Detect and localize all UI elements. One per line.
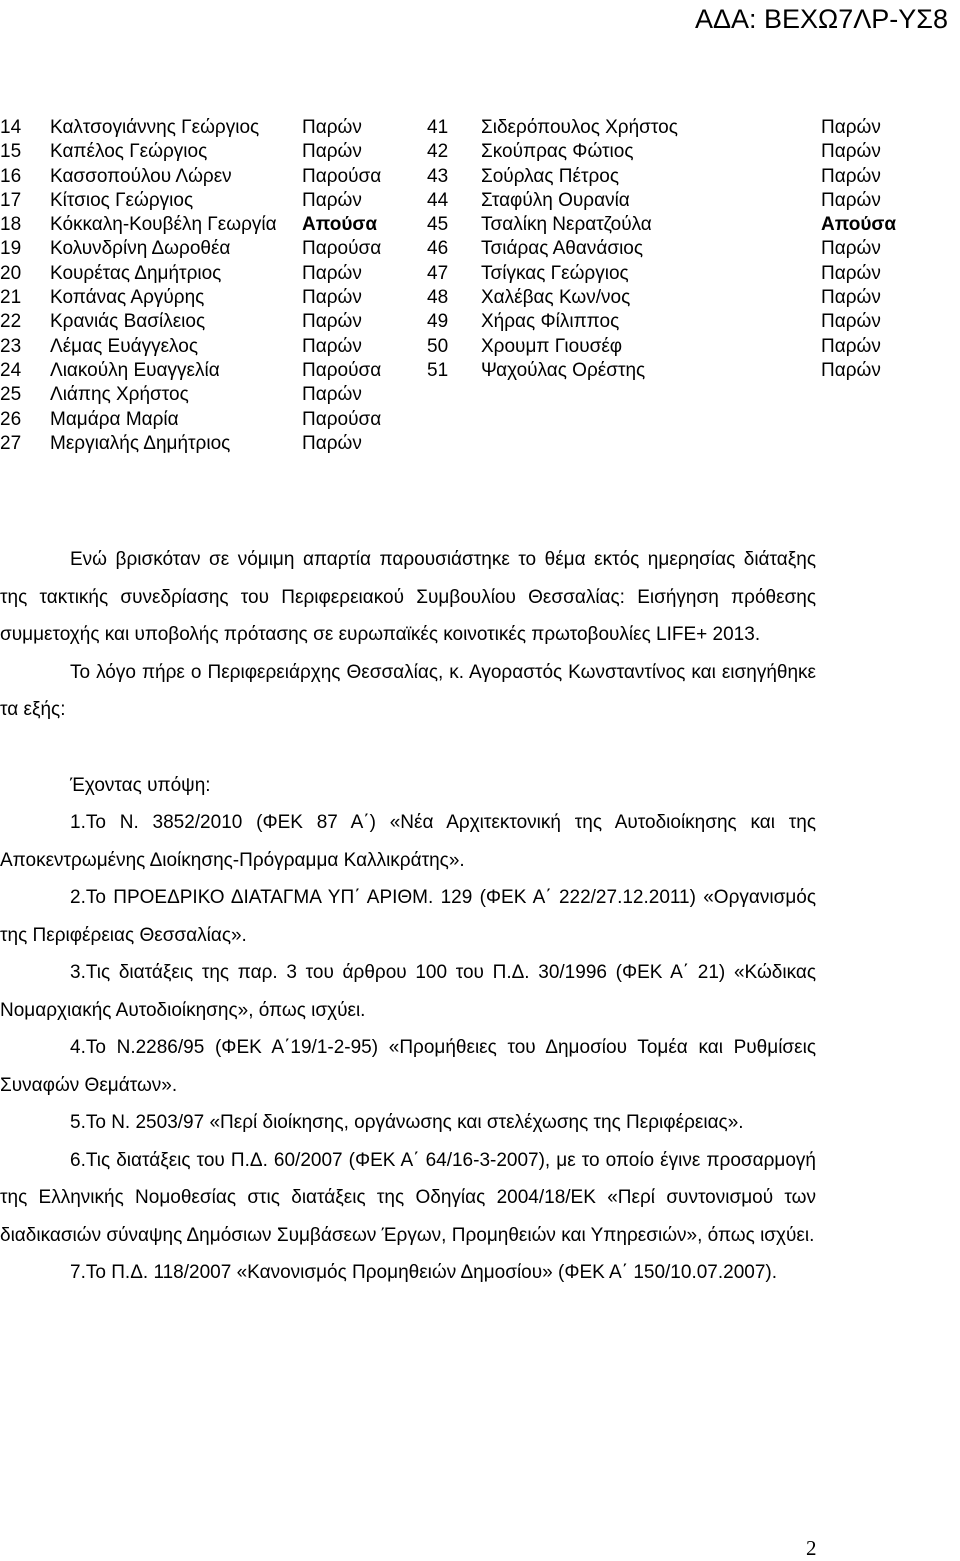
- member-name: Ψαχούλας Ορέστης: [481, 359, 646, 381]
- table-row: [0, 383, 958, 407]
- member-name: Τσαλίκη Νερατζούλα: [481, 214, 652, 236]
- member-name: Σκούπρας Φώτιος: [481, 141, 634, 163]
- member-name: Κολυνδρίνη Δωροθέα: [50, 238, 231, 260]
- attendance-status: Απούσα: [821, 214, 897, 236]
- member-number: 46: [427, 238, 449, 260]
- member-number: 51: [427, 359, 449, 381]
- speaker-paragraph: Το λόγο πήρε ο Περιφερειάρχης Θεσσαλίας, κ. Αγοραστός Κωνσταντίνος και εισηγήθηκε τα εξής:: [0, 661, 816, 720]
- attendance-status: Απούσα: [302, 214, 378, 236]
- attendance-status: Παρών: [821, 287, 881, 309]
- member-name: Κρανιάς Βασίλειος: [50, 311, 206, 333]
- intro-paragraph: Ενώ βρισκόταν σε νόμιμη απαρτία παρουσιάστηκε το θέμα εκτός ημερησίας διάταξης της τακτικής συνεδρίασης του Περιφερειακού Συμβουλίου Θεσσαλίας: Εισήγηση πρόθεσης συμμετοχής και υποβολής πρότασης σε ευρωπαϊκές κοινοτικές πρωτοβουλίες LIFE+ 2013.: [0, 549, 816, 645]
- attendance-status: Παρούσα: [302, 408, 382, 430]
- legal-item-1: 1.Το Ν. 3852/2010 (ΦΕΚ 87 Α΄) «Νέα Αρχιτεκτονική της Αυτοδιοίκησης και της Αποκεντρωμένης Διοίκησης-Πρόγραμμα Καλλικράτης».: [0, 812, 816, 871]
- member-number: 45: [427, 214, 449, 236]
- attendance-status: Παρών: [821, 117, 881, 138]
- member-number: 49: [427, 311, 449, 333]
- member-number: 43: [427, 165, 449, 187]
- member-number: 24: [0, 359, 22, 381]
- member-number: 26: [0, 408, 22, 430]
- attendance-status: Παρούσα: [302, 238, 382, 260]
- table-row: [0, 359, 958, 383]
- member-name: Σταφύλη Ουρανία: [481, 189, 630, 211]
- table-row: [0, 310, 958, 334]
- attendance-table: [0, 116, 958, 456]
- attendance-status: Παρών: [302, 141, 362, 163]
- attendance-status: Παρών: [302, 335, 362, 357]
- member-name: Κασσοπούλου Λώρεν: [50, 165, 232, 187]
- attendance-status: [821, 408, 958, 432]
- table-row: [0, 335, 958, 359]
- member-name: Καπέλος Γεώργιος: [50, 141, 208, 163]
- member-name: [481, 432, 821, 456]
- member-number: 19: [0, 238, 22, 260]
- document-ada-id: ΑΔΑ: ΒΕΧΩ7ΛΡ-ΥΣ8: [694, 4, 948, 34]
- member-name: Κοπάνας Αργύρης: [50, 287, 205, 309]
- considering-heading: Έχοντας υπόψη:: [70, 774, 211, 796]
- legal-item-5: 5.Το Ν. 2503/97 «Περί διοίκησης, οργάνωσης και στελέχωσης της Περιφέρειας».: [70, 1112, 744, 1133]
- member-name: Λιάπης Χρήστος: [50, 384, 189, 406]
- table-row: [0, 286, 958, 310]
- table-row: [0, 262, 958, 286]
- table-row: [0, 408, 958, 432]
- member-number: 15: [0, 141, 22, 163]
- attendance-status: Παρών: [302, 117, 362, 138]
- table-row: [0, 165, 958, 189]
- attendance-status: Παρών: [821, 359, 881, 381]
- member-number: 47: [427, 262, 449, 284]
- member-number: [427, 383, 481, 407]
- member-name: Χήρας Φίλιππος: [481, 311, 620, 333]
- legal-item-7: 7.Το Π.Δ. 118/2007 «Κανονισμός Προμηθειών Δημοσίου» (ΦΕΚ Α΄ 150/10.07.2007).: [70, 1262, 778, 1283]
- attendance-status: Παρούσα: [302, 359, 382, 381]
- member-number: 22: [0, 311, 22, 333]
- table-row: [0, 432, 958, 456]
- member-name: [481, 408, 821, 432]
- member-number: 42: [427, 141, 449, 163]
- spacer: [0, 729, 816, 767]
- member-number: [427, 408, 481, 432]
- member-number: 14: [0, 117, 22, 138]
- member-number: 48: [427, 287, 449, 309]
- page-number: 2: [806, 1536, 817, 1560]
- member-name: Χαλέβας Κων/νος: [481, 287, 631, 309]
- attendance-status: Παρών: [821, 311, 881, 333]
- table-row: [0, 213, 958, 237]
- attendance-status: Παρών: [302, 189, 362, 211]
- legal-item-3: 3.Τις διατάξεις της παρ. 3 του άρθρου 100 του Π.Δ. 30/1996 (ΦΕΚ Α΄ 21) «Κώδικας Νομαρχιακής Αυτοδιοίκησης», όπως ισχύει.: [0, 962, 816, 1021]
- member-number: 41: [427, 117, 449, 138]
- table-row: [0, 116, 958, 140]
- member-name: Κουρέτας Δημήτριος: [50, 262, 222, 284]
- legal-item-2: 2.Το ΠΡΟΕΔΡΙΚΟ ΔΙΑΤΑΓΜΑ ΥΠ΄ ΑΡΙΘΜ. 129 (ΦΕΚ Α΄ 222/27.12.2011) «Οργανισμός της Περιφέρειας Θεσσαλίας».: [0, 887, 816, 946]
- member-number: 20: [0, 262, 22, 284]
- table-row: [0, 140, 958, 164]
- member-name: Λιακούλη Ευαγγελία: [50, 359, 220, 381]
- attendance-status: Παρών: [302, 384, 362, 406]
- attendance-status: Παρών: [302, 311, 362, 333]
- member-number: 21: [0, 287, 22, 309]
- member-name: Μαμάρα Μαρία: [50, 408, 179, 430]
- attendance-status: Παρών: [821, 165, 881, 187]
- attendance-status: Παρών: [302, 287, 362, 309]
- attendance-status: Παρούσα: [302, 165, 382, 187]
- member-name: Κίτσιος Γεώργιος: [50, 189, 194, 211]
- attendance-status: Παρών: [821, 262, 881, 284]
- member-number: 18: [0, 214, 22, 236]
- attendance-status: [821, 383, 958, 407]
- member-name: [481, 383, 821, 407]
- member-number: 23: [0, 335, 22, 357]
- attendance-status: Παρών: [821, 141, 881, 163]
- member-name: Σούρλας Πέτρος: [481, 165, 620, 187]
- member-number: 17: [0, 189, 22, 211]
- member-name: Καλτσογιάννης Γεώργιος: [50, 117, 260, 138]
- member-name: Χρουμπ Γιουσέφ: [481, 335, 623, 357]
- table-row: [0, 237, 958, 261]
- member-name: Λέμας Ευάγγελος: [50, 335, 198, 357]
- member-number: [427, 432, 481, 456]
- member-number: 16: [0, 165, 22, 187]
- legal-item-6: 6.Τις διατάξεις του Π.Δ. 60/2007 (ΦΕΚ Α΄ 64/16-3-2007), με το οποίο έγινε προσαρμογή της Ελληνικής Νομοθεσίας στις διατάξεις της Οδηγίας 2004/18/ΕΚ «Περί συντονισμού των διαδικασιών σύναψης Δημόσιων Συμβάσεων Έργων, Προμηθειών και Υπηρεσιών», όπως ισχύει.: [0, 1149, 816, 1246]
- attendance-status: Παρών: [821, 189, 881, 211]
- member-name: Κόκκαλη-Κουβέλη Γεωργία: [50, 214, 277, 236]
- legal-item-4: 4.Το Ν.2286/95 (ΦΕΚ Α΄19/1-2-95) «Προμήθειες του Δημοσίου Τομέα και Ρυθμίσεις Συναφών Θεμάτων».: [0, 1037, 816, 1096]
- member-name: Τσίγκας Γεώργιος: [481, 262, 629, 284]
- member-name: Σιδερόπουλος Χρήστος: [481, 117, 678, 138]
- document-body: [0, 541, 816, 1292]
- table-row: [0, 189, 958, 213]
- member-number: 25: [0, 384, 22, 406]
- attendance-status: Παρών: [302, 432, 362, 454]
- attendance-status: Παρών: [302, 262, 362, 284]
- member-number: 44: [427, 189, 449, 211]
- member-number: 27: [0, 432, 22, 454]
- attendance-status: Παρών: [821, 238, 881, 260]
- attendance-status: [821, 432, 958, 456]
- member-name: Μεργιαλής Δημήτριος: [50, 432, 231, 454]
- member-number: 50: [427, 335, 449, 357]
- member-name: Τσιάρας Αθανάσιος: [481, 238, 644, 260]
- attendance-status: Παρών: [821, 335, 881, 357]
